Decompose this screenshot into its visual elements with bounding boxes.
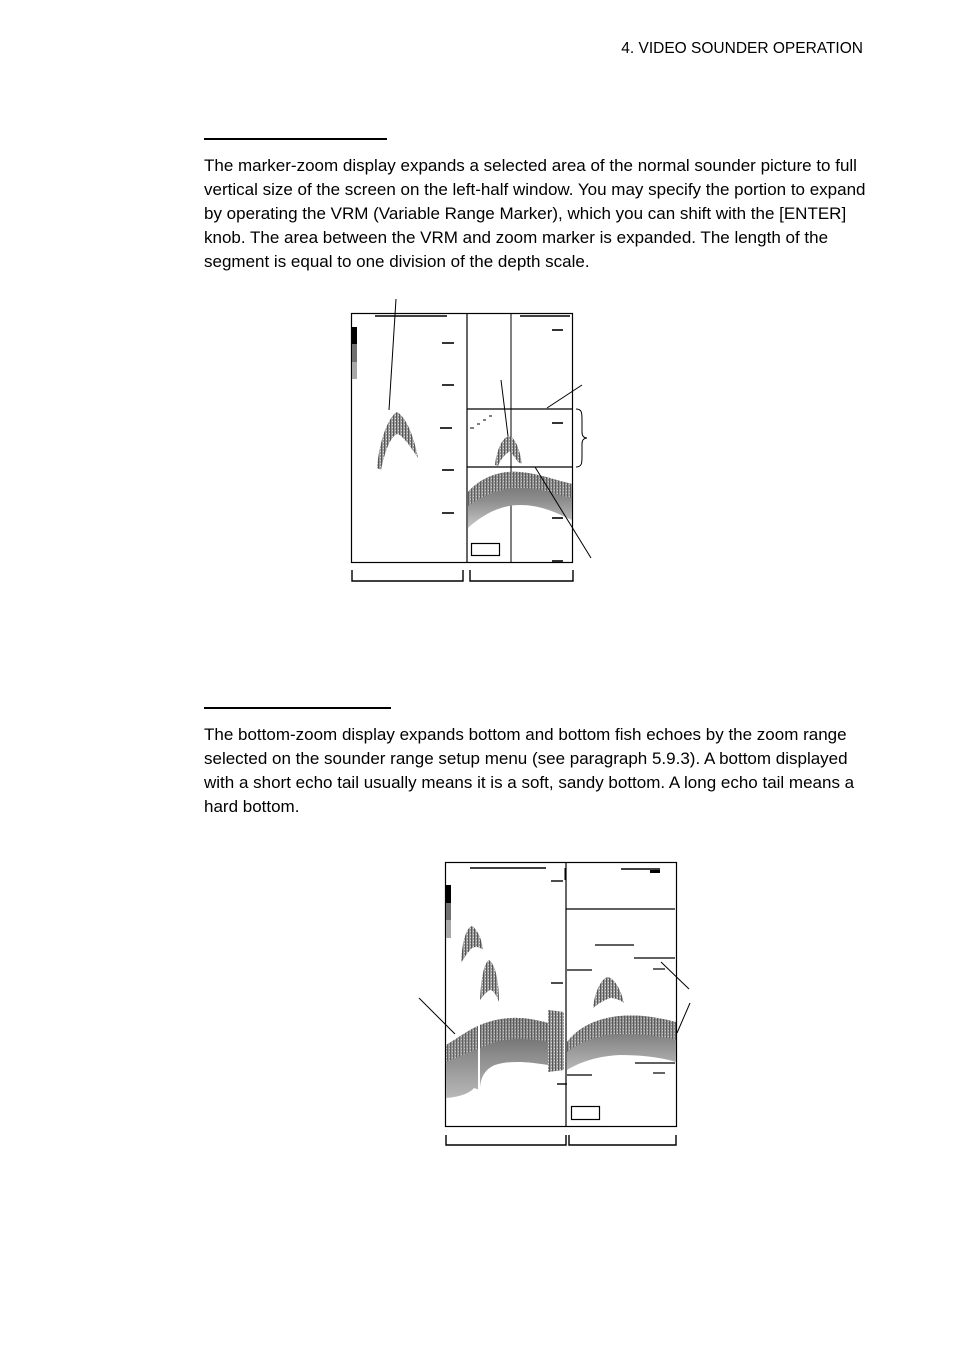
fish-echo	[480, 960, 499, 1002]
bottom-echo-segment	[548, 1010, 564, 1072]
display-frame	[446, 863, 677, 1127]
fish-echo	[461, 926, 483, 963]
color-bar	[446, 903, 451, 920]
color-bar	[446, 885, 451, 903]
leader-line	[661, 962, 689, 989]
color-bar	[446, 920, 451, 938]
chapter-header: 4. VIDEO SOUNDER OPERATION	[621, 40, 863, 57]
leader-line	[419, 998, 455, 1034]
window-bracket	[569, 1135, 676, 1145]
leader-line	[677, 1003, 690, 1033]
range-mark	[650, 870, 660, 873]
bottom-zoom-paragraph: The bottom-zoom display expands bottom and bottom fish echoes by the zoom range selected on the sounder range setup menu (see paragraph 5.9.3). A bottom displayed with a short echo tail usually means it is a soft, sandy bottom. A long echo tail means a hard bottom.	[204, 725, 855, 816]
marker-zoom-paragraph: The marker-zoom display expands a selected area of the normal sounder picture to full vertical size of the screen on the left-half window. You may specify the portion to expand by operating the VRM (Variable Range Marker), which you can shift with the [ENTER] knob. The area between the VRM and zoom marker is expanded. The length of the segment is equal to one division of the depth scale.	[204, 156, 866, 271]
range-box	[572, 1107, 600, 1120]
window-bracket	[446, 1135, 566, 1145]
fish-echo	[593, 977, 624, 1008]
